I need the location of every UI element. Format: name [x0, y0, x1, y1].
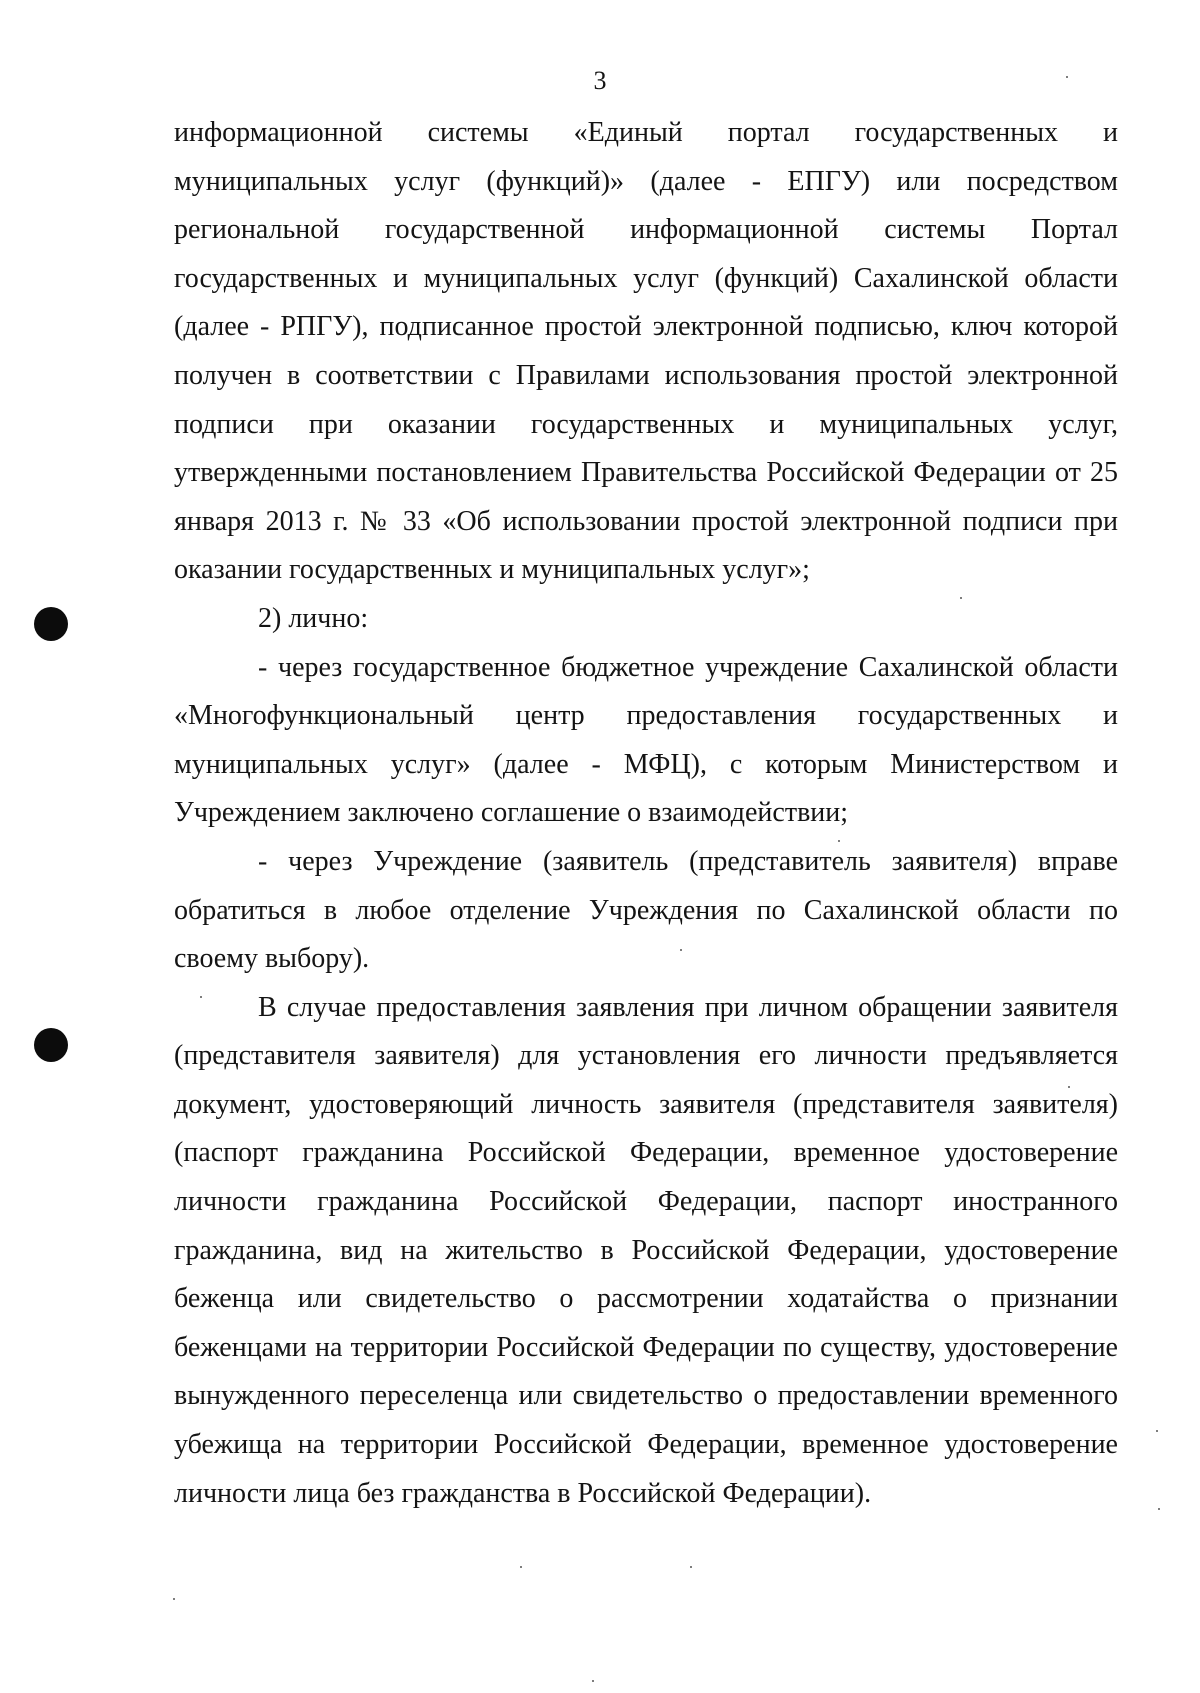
scan-speck [592, 1680, 594, 1682]
scan-speck [690, 1566, 692, 1568]
page-number: 3 [593, 66, 607, 95]
paragraph-identity-documents: В случае предоставления заявления при личном обращении заявителя (представителя заявителя) для установления его личности предъявляется документ, удостоверяющий личность заявителя (представителя заявителя) (паспорт гражданина Российской Федерации, временное удостоверение личности гражданина Российской Федерации, паспорт иностранного гражданина, вид на жительство в Российской Федерации, удостоверение беженца или свидетельство о рассмотрении ходатайства о признании беженцами на территории Российской Федерации по существу, удостоверение вынужденного переселенца или свидетельство о предоставлении временного убежища на территории Российской Федерации, временное удостоверение личности лица без гражданства в Российской Федерации). [174, 991, 1118, 1509]
scan-speck [173, 1598, 175, 1600]
scan-speck [1158, 1508, 1160, 1510]
paragraph-via-mfc: - через государственное бюджетное учреждение Сахалинской области «Многофункциональный центр предоставления государственных и муниципальных услуг» (далее - МФЦ), с которым Министерством и Учреждением заключено соглашение о взаимодействии; [174, 651, 1118, 829]
paragraph-via-institution: - через Учреждение (заявитель (представитель заявителя) вправе обратиться в любое отделение Учреждения по Сахалинской области по своему выбору). [174, 845, 1118, 975]
document-body [174, 109, 1118, 1518]
punch-hole-top [34, 607, 68, 641]
scan-speck [520, 1566, 522, 1568]
paragraph-in-person-heading: 2) лично: [258, 602, 369, 634]
punch-hole-bottom [34, 1028, 68, 1062]
scan-speck [1066, 76, 1068, 78]
scan-speck [1156, 1430, 1158, 1432]
paragraph-portal-submission: информационной системы «Единый портал государственных и муниципальных услуг (функций)» (далее - ЕПГУ) или посредством региональной государственной информационной системы Портал государственных и муниципальных услуг (функций) Сахалинской области (далее - РПГУ), подписанное простой электронной подписью, ключ которой получен в соответствии с Правилами использования простой электронной подписи при оказании государственных и муниципальных услуг, утвержденными постановлением Правительства Российской Федерации от 25 января 2013 г. № 33 «Об использовании простой электронной подписи при оказании государственных и муниципальных услуг»; [174, 117, 1118, 586]
